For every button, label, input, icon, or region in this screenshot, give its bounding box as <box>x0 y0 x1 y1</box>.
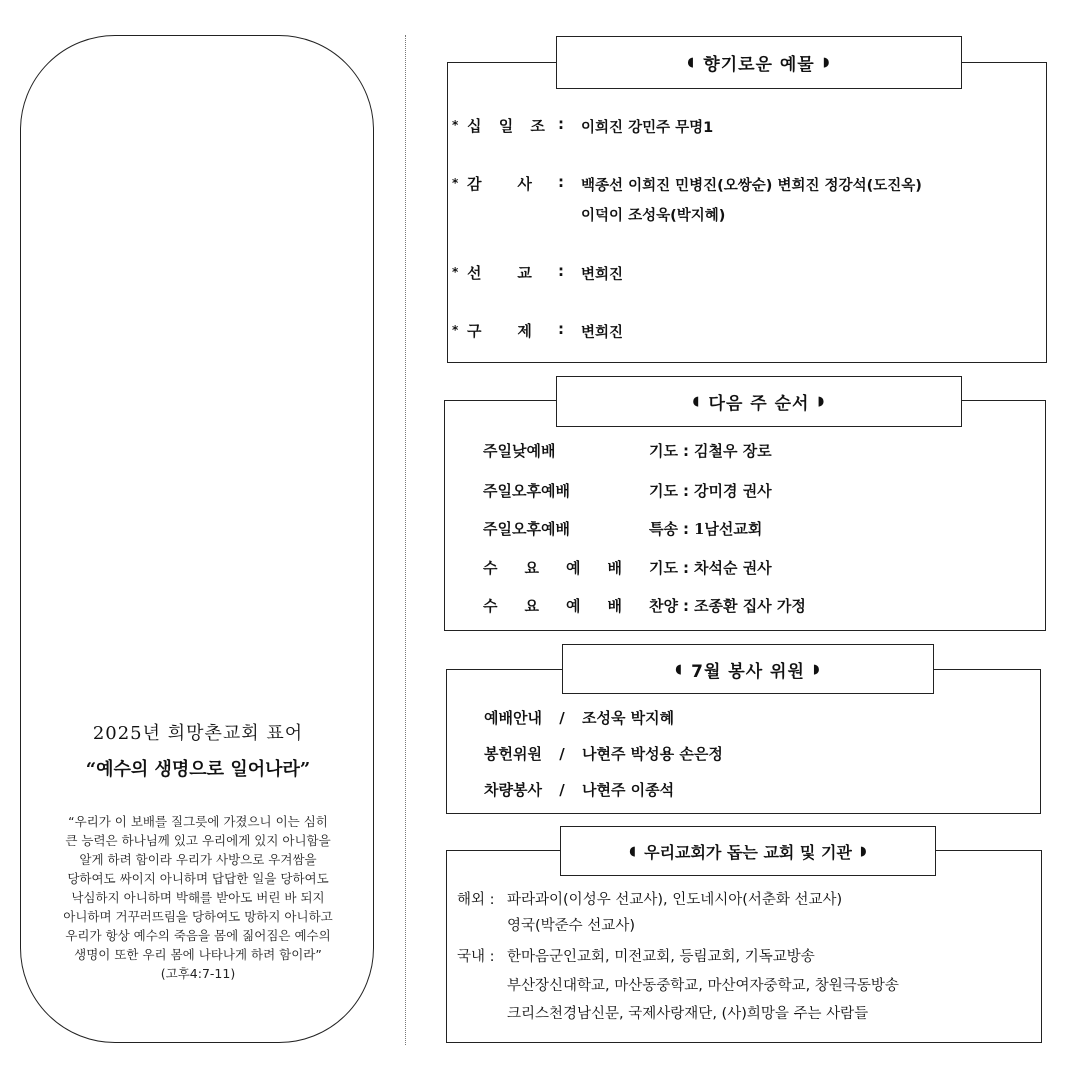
title-mark-left-icon: ◖ <box>692 394 701 409</box>
order-row <box>483 480 772 501</box>
offering-label-relief <box>467 320 559 341</box>
motto-slogan: “예수의 생명으로 일어나라” <box>85 759 311 780</box>
title-mark-right-icon: ◗ <box>812 661 821 677</box>
page-divider <box>405 35 406 1045</box>
offering-value-thanks-line2: 이덕이 조성욱(박지혜) <box>581 208 726 224</box>
volunteers-title-text: 7월 봉사 위원 <box>691 661 805 682</box>
offering-label-text: 십 일 조 <box>467 117 551 135</box>
volunteer-role: 예배안내 <box>484 709 542 727</box>
order-row <box>483 518 762 539</box>
volunteer-row <box>484 779 674 800</box>
order-label: 수 요 예 배 찬양 <box>483 597 678 615</box>
offering-label-tithe <box>467 115 559 136</box>
support-domestic-line1 <box>457 945 815 966</box>
bullet-star: * <box>452 118 459 132</box>
verse-line: 우리가 항상 예수의 죽음을 몸에 짊어짐은 예수의 <box>65 928 331 943</box>
colon: : <box>558 320 564 338</box>
overseas-text: 영국(박준수 선교사) <box>507 918 635 934</box>
title-mark-right-icon: ◗ <box>822 55 831 70</box>
offering-label-mission <box>467 262 559 283</box>
offering-title-text: 향기로운 예물 <box>703 55 815 75</box>
title-mark-left-icon: ◖ <box>675 661 684 677</box>
volunteer-role: 봉헌위원 <box>484 745 542 763</box>
volunteer-names: 나현주 이종석 <box>581 781 675 799</box>
offering-value-tithe: 이희진 강민주 무명1 <box>581 120 714 136</box>
domestic-text: 크리스천경남신문, 국제사랑재단, (사)희망을 주는 사람들 <box>507 1006 869 1022</box>
colon: : <box>558 115 564 133</box>
support-domestic-line2 <box>457 974 899 995</box>
colon: : <box>683 520 689 538</box>
order-row <box>483 595 806 616</box>
title-mark-right-icon: ◗ <box>817 394 826 409</box>
verse-line: 알게 하려 함이라 우리가 사방으로 우겨쌈을 <box>79 852 317 867</box>
title-mark-left-icon: ◖ <box>629 843 637 859</box>
offering-section <box>447 62 1047 363</box>
order-label: 주일오후예배 기도 <box>483 482 678 500</box>
title-mark-left-icon: ◖ <box>687 55 696 70</box>
separator: / <box>559 781 565 799</box>
verse-reference: (고후4:7-11) <box>160 966 236 981</box>
order-value: 1남선교회 <box>694 520 763 538</box>
offering-value-relief: 변희진 <box>581 325 624 341</box>
colon: : <box>558 173 564 191</box>
volunteers-title <box>562 644 934 694</box>
volunteer-role: 차량봉사 <box>484 781 542 799</box>
bullet-star: * <box>452 176 459 190</box>
volunteer-names: 나현주 박성용 손은정 <box>581 745 723 763</box>
support-title <box>560 826 936 876</box>
offering-label-text: 감 사 <box>467 175 535 193</box>
order-value: 조종환 집사 가정 <box>694 597 806 615</box>
domestic-label: 국내 : <box>457 949 495 965</box>
volunteer-row <box>484 743 723 764</box>
verse-line: 당하여도 싸이지 아니하며 답답한 일을 당하여도 <box>67 871 329 886</box>
scripture-verse <box>27 812 369 983</box>
colon: : <box>683 597 689 615</box>
domestic-text: 부산장신대학교, 마산동중학교, 마산여자중학교, 창원극동방송 <box>507 978 899 994</box>
support-domestic-line3 <box>457 1002 868 1023</box>
order-value: 김철우 장로 <box>694 442 772 460</box>
offering-value-mission: 변희진 <box>581 267 624 283</box>
colon: : <box>683 559 689 577</box>
verse-line: 낙심하지 아니하며 박해를 받아도 버린 바 되지 <box>71 890 325 905</box>
separator: / <box>559 709 565 727</box>
offering-value-thanks-line1: 백종선 이희진 민병진(오쌍순) 변희진 정강석(도진옥) <box>581 178 922 194</box>
verse-line: “우리가 이 보배를 질그릇에 가졌으니 이는 심히 <box>68 814 328 829</box>
next-week-title <box>556 376 962 427</box>
order-label: 주일낮예배 기도 <box>483 442 678 460</box>
separator: / <box>559 745 565 763</box>
volunteer-row <box>484 707 674 728</box>
order-value: 차석순 권사 <box>694 559 772 577</box>
support-title-text: 우리교회가 돕는 교회 및 기관 <box>644 842 852 862</box>
support-overseas-line2 <box>457 914 635 935</box>
offering-label-thanks <box>467 173 559 194</box>
order-label: 주일오후예배 특송 <box>483 520 678 538</box>
overseas-text: 파라과이(이성우 선교사), 인도네시아(서춘화 선교사) <box>507 892 843 908</box>
order-row <box>483 557 772 578</box>
offering-title <box>556 36 962 89</box>
colon: : <box>683 442 689 460</box>
bullet-star: * <box>452 265 459 279</box>
support-overseas-line1 <box>457 888 842 909</box>
domestic-text: 한마음군인교회, 미전교회, 등림교회, 기독교방송 <box>507 949 815 965</box>
order-row <box>483 440 772 461</box>
overseas-label: 해외 : <box>457 892 495 908</box>
offering-label-text: 구 제 <box>467 322 535 340</box>
title-mark-right-icon: ◗ <box>859 843 867 859</box>
motto-title: 2025년 희망촌교회 표어 <box>92 723 304 744</box>
verse-line: 아니하며 거꾸러뜨림을 당하여도 망하지 아니하고 <box>63 909 333 924</box>
next-week-title-text: 다음 주 순서 <box>708 394 810 414</box>
verse-line: 생명이 또한 우리 몸에 나타나게 하려 함이라” <box>74 947 322 962</box>
order-label: 수 요 예 배 기도 <box>483 559 678 577</box>
volunteer-names: 조성욱 박지혜 <box>581 709 675 727</box>
verse-line: 큰 능력은 하나님께 있고 우리에게 있지 아니함을 <box>65 833 331 848</box>
colon: : <box>558 262 564 280</box>
order-value: 강미경 권사 <box>694 482 772 500</box>
bullet-star: * <box>452 323 459 337</box>
colon: : <box>683 482 689 500</box>
offering-label-text: 선 교 <box>467 264 535 282</box>
motto-card <box>20 35 374 1043</box>
